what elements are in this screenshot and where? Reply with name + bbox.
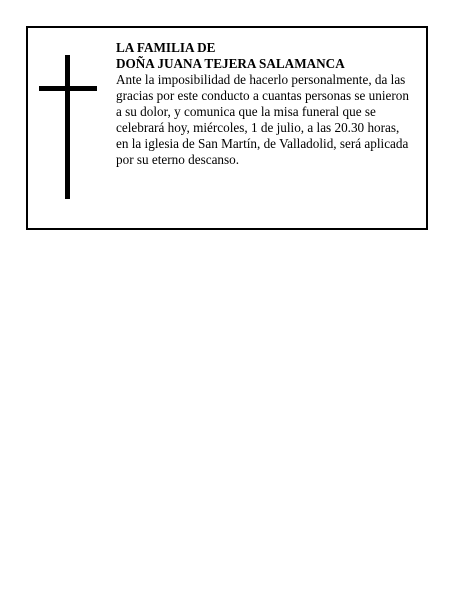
body-line: gracias por este conducto a cuantas personas se unieron (116, 88, 409, 103)
notice-text (116, 40, 418, 168)
cross-horizontal-bar (39, 86, 97, 91)
obituary-notice (26, 26, 428, 230)
body-line: a su dolor, y comunica que la misa funeral que se (116, 104, 376, 119)
body-line: en la iglesia de San Martín, de Valladolid, será aplicada (116, 136, 409, 151)
cross-icon (39, 55, 97, 199)
heading-line-name: DOÑA JUANA TEJERA SALAMANCA (116, 56, 345, 71)
cross-vertical-bar (65, 55, 70, 199)
heading-line-family: LA FAMILIA DE (116, 40, 216, 55)
body-line: celebrará hoy, miércoles, 1 de julio, a las 20.30 horas, (116, 120, 400, 135)
body-line: Ante la imposibilidad de hacerlo personalmente, da las (116, 72, 406, 87)
body-line: por su eterno descanso. (116, 152, 240, 167)
